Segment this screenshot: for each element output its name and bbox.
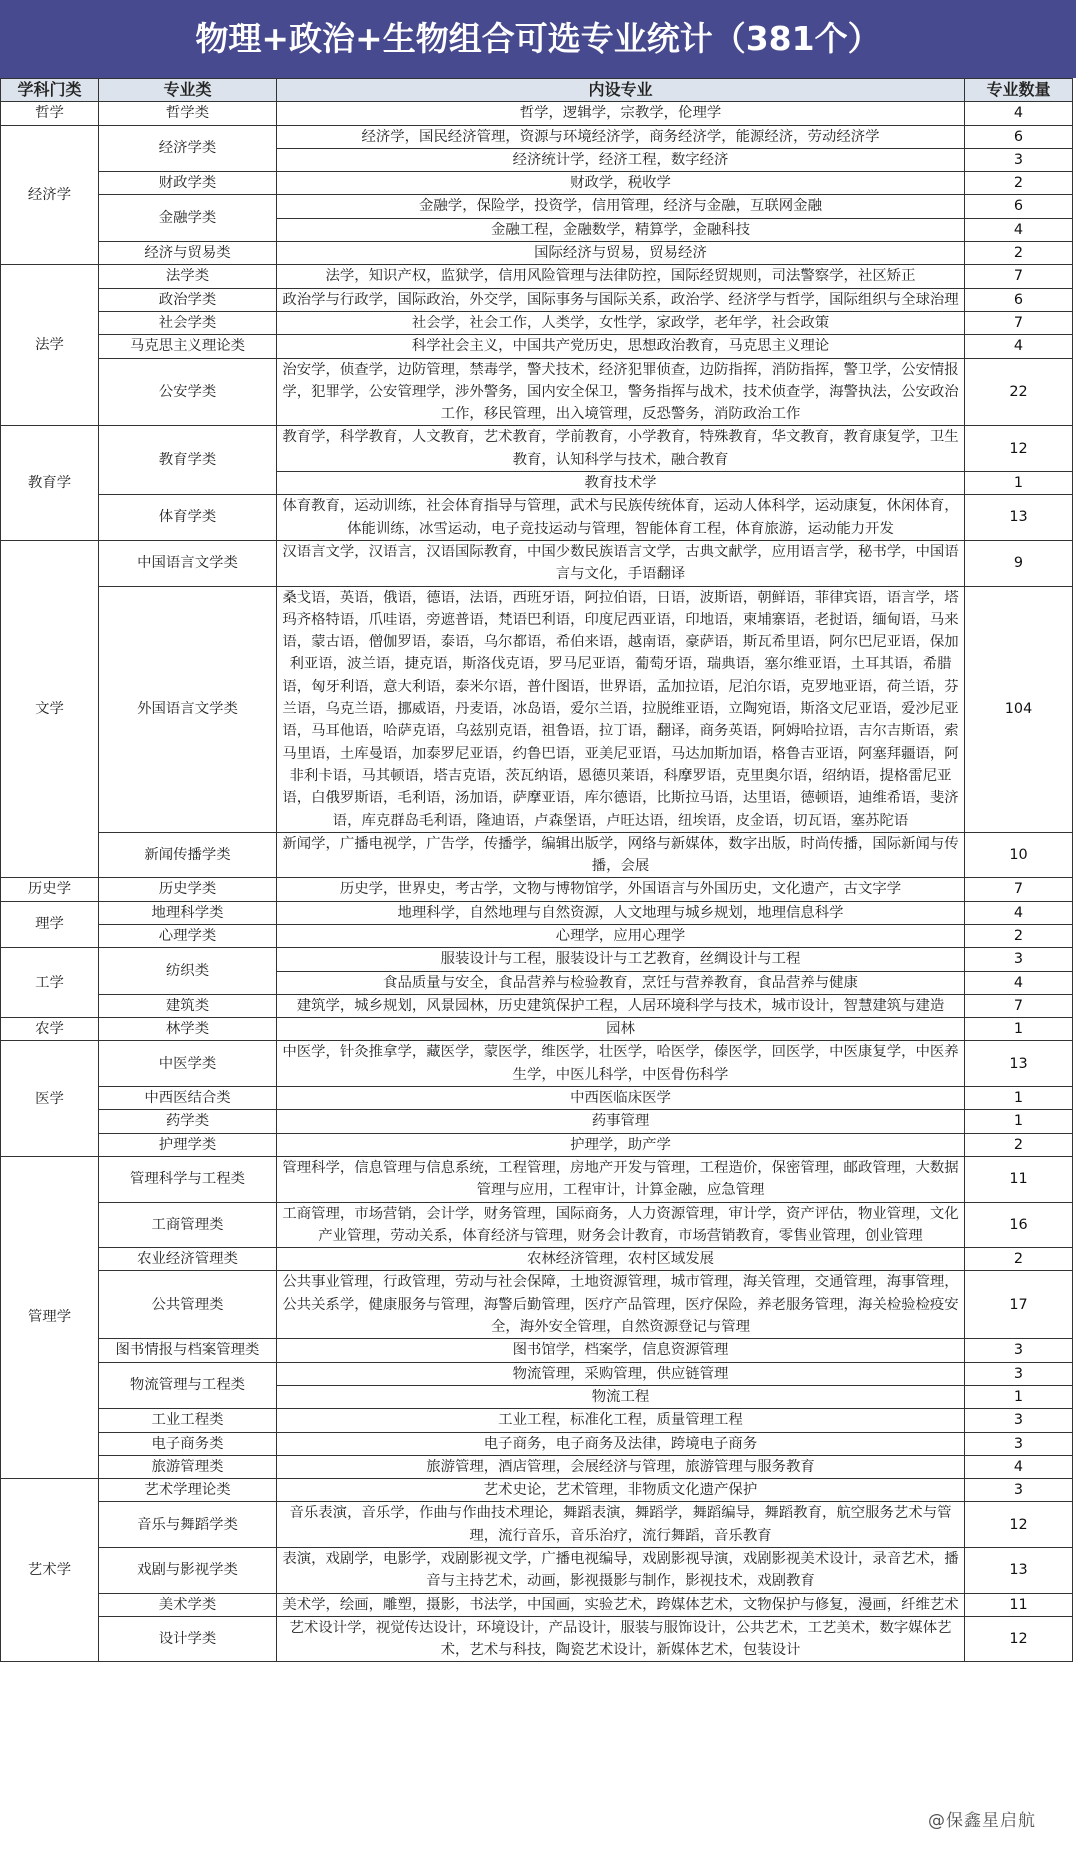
count-cell: 3 bbox=[965, 1339, 1073, 1362]
header-discipline: 学科门类 bbox=[1, 79, 99, 102]
major-class-cell: 地理科学类 bbox=[99, 901, 277, 924]
table-header-row bbox=[1, 79, 1073, 102]
majors-cell: 物流管理，采购管理，供应链管理 bbox=[277, 1362, 965, 1385]
header-count: 专业数量 bbox=[965, 79, 1073, 102]
count-cell: 2 bbox=[965, 924, 1073, 947]
header-majors: 内设专业 bbox=[277, 79, 965, 102]
table-row bbox=[1, 1502, 1073, 1548]
majors-cell: 图书馆学，档案学，信息资源管理 bbox=[277, 1339, 965, 1362]
table-row bbox=[1, 125, 1073, 148]
table-row bbox=[1, 1339, 1073, 1362]
majors-cell: 科学社会主义，中国共产党历史，思想政治教育，马克思主义理论 bbox=[277, 335, 965, 358]
discipline-cell: 历史学 bbox=[1, 878, 99, 901]
table-row bbox=[1, 1018, 1073, 1041]
table-row bbox=[1, 172, 1073, 195]
majors-cell: 中西医临床医学 bbox=[277, 1087, 965, 1110]
table-row bbox=[1, 994, 1073, 1017]
majors-cell: 中医学，针灸推拿学，藏医学，蒙医学，维医学，壮医学，哈医学，傣医学，回医学，中医康复学，中医养生学，中医儿科学，中医骨伤科学 bbox=[277, 1041, 965, 1087]
table-row bbox=[1, 901, 1073, 924]
majors-cell: 美术学，绘画，雕塑，摄影，书法学，中国画，实验艺术，跨媒体艺术，文物保护与修复，漫画，纤维艺术 bbox=[277, 1593, 965, 1616]
majors-cell: 体育教育，运动训练，社会体育指导与管理，武术与民族传统体育，运动人体科学，运动康复，休闲体育，体能训练，冰雪运动，电子竞技运动与管理，智能体育工程，体育旅游，运动能力开发 bbox=[277, 495, 965, 541]
count-cell: 2 bbox=[965, 242, 1073, 265]
majors-cell: 艺术史论，艺术管理，非物质文化遗产保护 bbox=[277, 1479, 965, 1502]
major-class-cell: 外国语言文学类 bbox=[99, 586, 277, 832]
majors-cell: 工商管理，市场营销，会计学，财务管理，国际商务，人力资源管理，审计学，资产评估，物业管理，文化产业管理，劳动关系，体育经济与管理，财务会计教育，市场营销教育，零售业管理，创业管理 bbox=[277, 1202, 965, 1248]
table-row bbox=[1, 265, 1073, 288]
major-class-cell: 教育学类 bbox=[99, 426, 277, 495]
table-row bbox=[1, 1455, 1073, 1478]
table-row bbox=[1, 1110, 1073, 1133]
major-class-cell: 中国语言文学类 bbox=[99, 540, 277, 586]
count-cell: 4 bbox=[965, 901, 1073, 924]
major-class-cell: 农业经济管理类 bbox=[99, 1248, 277, 1271]
count-cell: 1 bbox=[965, 1087, 1073, 1110]
major-class-cell: 马克思主义理论类 bbox=[99, 335, 277, 358]
majors-table bbox=[0, 78, 1073, 1662]
count-cell: 13 bbox=[965, 1548, 1073, 1594]
majors-cell: 音乐表演，音乐学，作曲与作曲技术理论，舞蹈表演，舞蹈学，舞蹈编导，舞蹈教育，航空服务艺术与管理，流行音乐，音乐治疗，流行舞蹈，音乐教育 bbox=[277, 1502, 965, 1548]
discipline-cell: 经济学 bbox=[1, 125, 99, 265]
major-class-cell: 设计学类 bbox=[99, 1616, 277, 1662]
count-cell: 13 bbox=[965, 1041, 1073, 1087]
table-row bbox=[1, 1616, 1073, 1662]
major-class-cell: 公共管理类 bbox=[99, 1271, 277, 1339]
majors-cell: 法学，知识产权，监狱学，信用风险管理与法律防控，国际经贸规则，司法警察学，社区矫正 bbox=[277, 265, 965, 288]
majors-cell: 物流工程 bbox=[277, 1385, 965, 1408]
header-class: 专业类 bbox=[99, 79, 277, 102]
major-class-cell: 音乐与舞蹈学类 bbox=[99, 1502, 277, 1548]
major-class-cell: 中医学类 bbox=[99, 1041, 277, 1087]
major-class-cell: 经济学类 bbox=[99, 125, 277, 172]
majors-cell: 金融学，保险学，投资学，信用管理，经济与金融，互联网金融 bbox=[277, 195, 965, 218]
table-row bbox=[1, 1248, 1073, 1271]
major-class-cell: 中西医结合类 bbox=[99, 1087, 277, 1110]
major-class-cell: 心理学类 bbox=[99, 924, 277, 947]
majors-cell: 社会学，社会工作，人类学，女性学，家政学，老年学，社会政策 bbox=[277, 311, 965, 334]
table-row bbox=[1, 1362, 1073, 1385]
major-class-cell: 社会学类 bbox=[99, 311, 277, 334]
count-cell: 4 bbox=[965, 102, 1073, 125]
major-class-cell: 美术学类 bbox=[99, 1593, 277, 1616]
count-cell: 12 bbox=[965, 426, 1073, 472]
major-class-cell: 戏剧与影视学类 bbox=[99, 1548, 277, 1594]
page-title: 物理+政治+生物组合可选专业统计（381个） bbox=[0, 0, 1076, 78]
majors-cell: 艺术设计学，视觉传达设计，环境设计，产品设计，服装与服饰设计，公共艺术，工艺美术，数字媒体艺术，艺术与科技，陶瓷艺术设计，新媒体艺术，包装设计 bbox=[277, 1616, 965, 1662]
majors-cell: 服装设计与工程，服装设计与工艺教育，丝绸设计与工程 bbox=[277, 948, 965, 971]
majors-cell: 工业工程，标准化工程，质量管理工程 bbox=[277, 1409, 965, 1432]
discipline-cell: 农学 bbox=[1, 1018, 99, 1041]
major-class-cell: 护理学类 bbox=[99, 1133, 277, 1156]
count-cell: 7 bbox=[965, 994, 1073, 1017]
majors-cell: 药事管理 bbox=[277, 1110, 965, 1133]
majors-cell: 桑戈语，英语，俄语，德语，法语，西班牙语，阿拉伯语，日语，波斯语，朝鲜语，菲律宾语，语言学，塔玛齐格特语，爪哇语，旁遮普语，梵语巴利语，印度尼西亚语，印地语，柬埔寨语，老挝语，缅甸语，马来语，蒙古语，僧伽罗语，泰语，乌尔都语，希伯来语，越南语，豪萨语，斯瓦希里语，阿尔巴尼亚语，保加利亚语，波兰语，捷克语，斯洛伐克语，罗马尼亚语，葡萄牙语，瑞典语，塞尔维亚语，土耳其语，希腊语，匈牙利语，意大利语，泰米尔语，普什图语，世界语，孟加拉语，尼泊尔语，克罗地亚语，荷兰语，芬兰语，乌克兰语，挪威语，丹麦语，冰岛语，爱尔兰语，拉脱维亚语，立陶宛语，斯洛文尼亚语，爱沙尼亚语，马耳他语，哈萨克语，乌兹别克语，祖鲁语，拉丁语，翻译，商务英语，阿姆哈拉语，吉尔吉斯语，索马里语，土库曼语，加泰罗尼亚语，约鲁巴语，亚美尼亚语，马达加斯加语，格鲁吉亚语，阿塞拜疆语，阿非利卡语，马其顿语，塔吉克语，茨瓦纳语，恩德贝莱语，科摩罗语，克里奥尔语，绍纳语，提格雷尼亚语，白俄罗斯语，毛利语，汤加语，萨摩亚语，库尔德语，比斯拉马语，达里语，德顿语，迪维希语，斐济语，库克群岛毛利语，隆迪语，卢森堡语，卢旺达语，纽埃语，皮金语，切瓦语，塞苏陀语 bbox=[277, 586, 965, 832]
count-cell: 6 bbox=[965, 288, 1073, 311]
majors-cell: 公共事业管理，行政管理，劳动与社会保障，土地资源管理，城市管理，海关管理，交通管理，海事管理，公共关系学，健康服务与管理，海警后勤管理，医疗产品管理，医疗保险，养老服务管理，海关检验检疫安全，海外安全管理，自然资源登记与管理 bbox=[277, 1271, 965, 1339]
discipline-cell: 法学 bbox=[1, 265, 99, 426]
table-row bbox=[1, 1432, 1073, 1455]
count-cell: 4 bbox=[965, 1455, 1073, 1478]
major-class-cell: 艺术学理论类 bbox=[99, 1479, 277, 1502]
major-class-cell: 政治学类 bbox=[99, 288, 277, 311]
table-row bbox=[1, 102, 1073, 125]
major-class-cell: 历史学类 bbox=[99, 878, 277, 901]
major-class-cell: 物流管理与工程类 bbox=[99, 1362, 277, 1409]
majors-cell: 政治学与行政学，国际政治，外交学，国际事务与国际关系，政治学、经济学与哲学，国际组织与全球治理 bbox=[277, 288, 965, 311]
table-row bbox=[1, 832, 1073, 878]
table-row bbox=[1, 195, 1073, 218]
major-class-cell: 体育学类 bbox=[99, 495, 277, 541]
count-cell: 104 bbox=[965, 586, 1073, 832]
count-cell: 3 bbox=[965, 1432, 1073, 1455]
count-cell: 2 bbox=[965, 1248, 1073, 1271]
table-row bbox=[1, 1479, 1073, 1502]
count-cell: 1 bbox=[965, 1110, 1073, 1133]
discipline-cell: 医学 bbox=[1, 1041, 99, 1156]
table-row bbox=[1, 948, 1073, 971]
discipline-cell: 管理学 bbox=[1, 1156, 99, 1478]
count-cell: 17 bbox=[965, 1271, 1073, 1339]
majors-cell: 教育学，科学教育，人文教育，艺术教育，学前教育，小学教育，特殊教育，华文教育，教育康复学，卫生教育，认知科学与技术，融合教育 bbox=[277, 426, 965, 472]
table-row bbox=[1, 495, 1073, 541]
major-class-cell: 工业工程类 bbox=[99, 1409, 277, 1432]
major-class-cell: 图书情报与档案管理类 bbox=[99, 1339, 277, 1362]
majors-cell: 汉语言文学，汉语言，汉语国际教育，中国少数民族语言文学，古典文献学，应用语言学，秘书学，中国语言与文化，手语翻译 bbox=[277, 540, 965, 586]
count-cell: 4 bbox=[965, 218, 1073, 241]
table-row bbox=[1, 1041, 1073, 1087]
major-class-cell: 药学类 bbox=[99, 1110, 277, 1133]
count-cell: 9 bbox=[965, 540, 1073, 586]
majors-cell: 新闻学，广播电视学，广告学，传播学，编辑出版学，网络与新媒体，数字出版，时尚传播，国际新闻与传播，会展 bbox=[277, 832, 965, 878]
discipline-cell: 理学 bbox=[1, 901, 99, 948]
major-class-cell: 工商管理类 bbox=[99, 1202, 277, 1248]
count-cell: 1 bbox=[965, 472, 1073, 495]
count-cell: 7 bbox=[965, 878, 1073, 901]
majors-cell: 建筑学，城乡规划，风景园林，历史建筑保护工程，人居环境科学与技术，城市设计，智慧建筑与建造 bbox=[277, 994, 965, 1017]
major-class-cell: 电子商务类 bbox=[99, 1432, 277, 1455]
table-row bbox=[1, 540, 1073, 586]
majors-cell: 经济统计学，经济工程，数字经济 bbox=[277, 148, 965, 171]
discipline-cell: 文学 bbox=[1, 540, 99, 877]
count-cell: 12 bbox=[965, 1502, 1073, 1548]
table-row bbox=[1, 924, 1073, 947]
count-cell: 4 bbox=[965, 335, 1073, 358]
count-cell: 6 bbox=[965, 195, 1073, 218]
majors-cell: 旅游管理，酒店管理，会展经济与管理，旅游管理与服务教育 bbox=[277, 1455, 965, 1478]
major-class-cell: 金融学类 bbox=[99, 195, 277, 242]
majors-cell: 经济学，国民经济管理，资源与环境经济学，商务经济学，能源经济，劳动经济学 bbox=[277, 125, 965, 148]
table-row bbox=[1, 1271, 1073, 1339]
count-cell: 11 bbox=[965, 1156, 1073, 1202]
table-row bbox=[1, 586, 1073, 832]
count-cell: 12 bbox=[965, 1616, 1073, 1662]
table-row bbox=[1, 242, 1073, 265]
table-row bbox=[1, 1548, 1073, 1594]
count-cell: 7 bbox=[965, 311, 1073, 334]
majors-cell: 食品质量与安全，食品营养与检验教育，烹饪与营养教育，食品营养与健康 bbox=[277, 971, 965, 994]
major-class-cell: 财政学类 bbox=[99, 172, 277, 195]
table-row bbox=[1, 426, 1073, 472]
count-cell: 6 bbox=[965, 125, 1073, 148]
table-row bbox=[1, 358, 1073, 426]
table-row bbox=[1, 311, 1073, 334]
major-class-cell: 公安学类 bbox=[99, 358, 277, 426]
majors-cell: 地理科学，自然地理与自然资源，人文地理与城乡规划，地理信息科学 bbox=[277, 901, 965, 924]
majors-cell: 国际经济与贸易，贸易经济 bbox=[277, 242, 965, 265]
count-cell: 4 bbox=[965, 971, 1073, 994]
majors-cell: 园林 bbox=[277, 1018, 965, 1041]
watermark: @保鑫星启航 bbox=[928, 1811, 1036, 1831]
discipline-cell: 艺术学 bbox=[1, 1479, 99, 1662]
majors-cell: 护理学，助产学 bbox=[277, 1133, 965, 1156]
majors-cell: 历史学，世界史，考古学，文物与博物馆学，外国语言与外国历史，文化遗产，古文字学 bbox=[277, 878, 965, 901]
table-row bbox=[1, 1593, 1073, 1616]
count-cell: 3 bbox=[965, 1409, 1073, 1432]
table-body bbox=[1, 102, 1073, 1662]
majors-cell: 管理科学，信息管理与信息系统，工程管理，房地产开发与管理，工程造价，保密管理，邮政管理，大数据管理与应用，工程审计，计算金融，应急管理 bbox=[277, 1156, 965, 1202]
table-row bbox=[1, 1087, 1073, 1110]
major-class-cell: 纺织类 bbox=[99, 948, 277, 995]
major-class-cell: 建筑类 bbox=[99, 994, 277, 1017]
count-cell: 2 bbox=[965, 1133, 1073, 1156]
major-class-cell: 法学类 bbox=[99, 265, 277, 288]
discipline-cell: 工学 bbox=[1, 948, 99, 1018]
table-row bbox=[1, 1133, 1073, 1156]
table-row bbox=[1, 288, 1073, 311]
majors-cell: 电子商务，电子商务及法律，跨境电子商务 bbox=[277, 1432, 965, 1455]
major-class-cell: 新闻传播学类 bbox=[99, 832, 277, 878]
major-class-cell: 哲学类 bbox=[99, 102, 277, 125]
count-cell: 2 bbox=[965, 172, 1073, 195]
count-cell: 3 bbox=[965, 1362, 1073, 1385]
table-row bbox=[1, 1409, 1073, 1432]
major-class-cell: 管理科学与工程类 bbox=[99, 1156, 277, 1202]
majors-cell: 治安学，侦查学，边防管理，禁毒学，警犬技术，经济犯罪侦查，边防指挥，消防指挥，警卫学，公安情报学，犯罪学，公安管理学，涉外警务，国内安全保卫，警务指挥与战术，技术侦查学，海警执法，公安政治工作，移民管理，出入境管理，反恐警务，消防政治工作 bbox=[277, 358, 965, 426]
count-cell: 3 bbox=[965, 1479, 1073, 1502]
major-class-cell: 旅游管理类 bbox=[99, 1455, 277, 1478]
count-cell: 3 bbox=[965, 148, 1073, 171]
count-cell: 3 bbox=[965, 948, 1073, 971]
majors-cell: 金融工程，金融数学，精算学，金融科技 bbox=[277, 218, 965, 241]
major-class-cell: 林学类 bbox=[99, 1018, 277, 1041]
table-row bbox=[1, 1202, 1073, 1248]
count-cell: 22 bbox=[965, 358, 1073, 426]
majors-cell: 财政学，税收学 bbox=[277, 172, 965, 195]
majors-cell: 心理学，应用心理学 bbox=[277, 924, 965, 947]
majors-cell: 农林经济管理，农村区域发展 bbox=[277, 1248, 965, 1271]
count-cell: 10 bbox=[965, 832, 1073, 878]
majors-cell: 表演，戏剧学，电影学，戏剧影视文学，广播电视编导，戏剧影视导演，戏剧影视美术设计，录音艺术，播音与主持艺术，动画，影视摄影与制作，影视技术，戏剧教育 bbox=[277, 1548, 965, 1594]
count-cell: 13 bbox=[965, 495, 1073, 541]
discipline-cell: 哲学 bbox=[1, 102, 99, 125]
count-cell: 11 bbox=[965, 1593, 1073, 1616]
table-row bbox=[1, 335, 1073, 358]
count-cell: 1 bbox=[965, 1018, 1073, 1041]
majors-cell: 哲学，逻辑学，宗教学，伦理学 bbox=[277, 102, 965, 125]
major-class-cell: 经济与贸易类 bbox=[99, 242, 277, 265]
count-cell: 1 bbox=[965, 1385, 1073, 1408]
count-cell: 7 bbox=[965, 265, 1073, 288]
majors-cell: 教育技术学 bbox=[277, 472, 965, 495]
table-row bbox=[1, 1156, 1073, 1202]
discipline-cell: 教育学 bbox=[1, 426, 99, 540]
table-row bbox=[1, 878, 1073, 901]
count-cell: 16 bbox=[965, 1202, 1073, 1248]
